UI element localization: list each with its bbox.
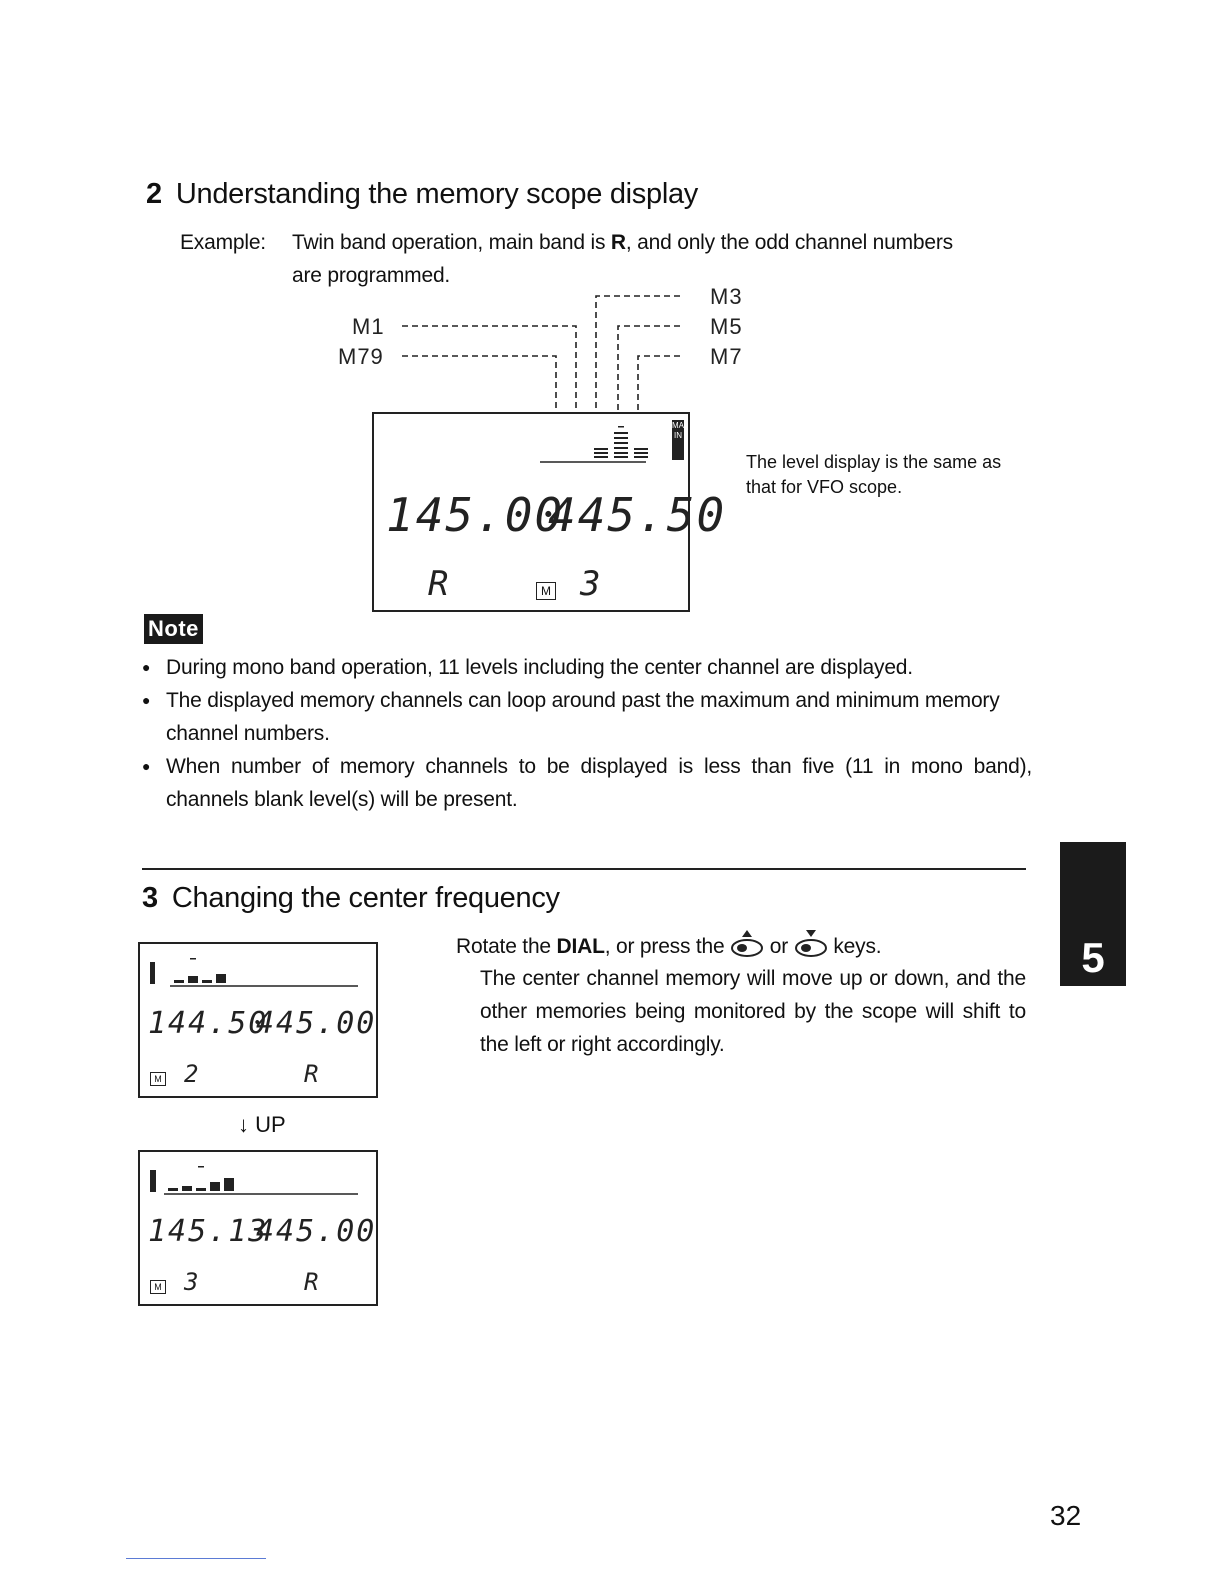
down-key-icon — [794, 929, 828, 959]
channel-number: 3 — [580, 564, 603, 604]
label-m5: M5 — [710, 314, 743, 339]
main-tag-icon: MAIN — [672, 420, 684, 460]
memory-leader-lines — [380, 284, 700, 416]
label-m3: M3 — [710, 284, 743, 309]
dial-label: DIAL — [556, 935, 605, 958]
page-number: 32 — [1050, 1500, 1082, 1531]
instruction-paragraph: The center channel memory will move up or down, and the other memories being monitored by the scope will shift to the left or right accordingly. — [480, 967, 1026, 1056]
display-after — [138, 1150, 378, 1306]
instruction-line: Rotate the DIAL, or press the or keys. — [456, 929, 881, 963]
left-frequency: 145.00 — [386, 488, 565, 542]
label-m1: M1 — [352, 314, 385, 339]
note-list — [142, 651, 1032, 816]
after-channel: 3 — [184, 1268, 201, 1296]
side-note: The level display is the same as that for VFO scope. — [746, 452, 1002, 497]
display-before — [138, 942, 378, 1098]
label-m7: M7 — [710, 344, 743, 369]
after-right-frequency: 445.00 — [256, 1214, 377, 1249]
note-badge: Note — [144, 614, 203, 644]
band-letter: R — [428, 564, 451, 604]
leader-line-m1 — [402, 326, 576, 412]
section-2-heading — [146, 178, 698, 211]
after-left-frequency: 145.13 — [148, 1214, 269, 1249]
example-label: Example: — [180, 231, 266, 254]
before-band-letter: R — [304, 1060, 321, 1088]
up-key-icon — [730, 929, 764, 959]
leader-line-m79 — [402, 356, 556, 412]
after-band-letter: R — [304, 1268, 321, 1296]
label-m79: M79 — [338, 344, 384, 369]
up-indicator — [238, 1112, 286, 1138]
section-3-heading — [142, 882, 560, 915]
section-3-number: 3 — [142, 882, 158, 914]
memory-scope-display — [372, 412, 727, 612]
before-channel: 2 — [184, 1060, 201, 1088]
right-frequency: 445.50 — [548, 488, 727, 542]
level-bars-before — [148, 952, 364, 992]
section-2-number: 2 — [146, 178, 162, 210]
leader-line-m5 — [618, 326, 680, 412]
memory-icon: M — [150, 1280, 166, 1294]
before-right-frequency: 445.00 — [256, 1006, 377, 1041]
up-label: UP — [255, 1112, 286, 1137]
memory-icon: M — [150, 1072, 166, 1086]
note-bullet: ● During mono band operation, 11 levels including the center channel are displayed. — [142, 656, 913, 679]
memory-icon: M — [536, 582, 556, 600]
section-3-title: Changing the center frequency — [171, 882, 560, 914]
level-bars — [534, 418, 688, 468]
section-2-title: Understanding the memory scope display — [175, 178, 698, 210]
section-divider — [142, 868, 1026, 870]
note-bullet: ● The displayed memory channels can loop around past the maximum and minimum memory channel numbers. — [142, 689, 1000, 745]
level-bars-after — [148, 1160, 364, 1200]
leader-line-m7 — [638, 356, 680, 412]
example-bold: R — [610, 231, 626, 254]
chapter-tab: 5 — [1060, 842, 1126, 986]
down-arrow-icon: ↓ — [238, 1112, 249, 1137]
before-left-frequency: 144.50 — [148, 1006, 269, 1041]
example-text-continued: are programmed. — [292, 264, 451, 287]
example-text: Twin band operation, main band is R, and only the odd channel numbers — [292, 231, 953, 254]
note-bullet: ● When number of memory channels to be displayed is less than five (11 in mono band), channels blank level(s) will be present. — [142, 755, 1032, 811]
footer-rule — [126, 1558, 266, 1559]
